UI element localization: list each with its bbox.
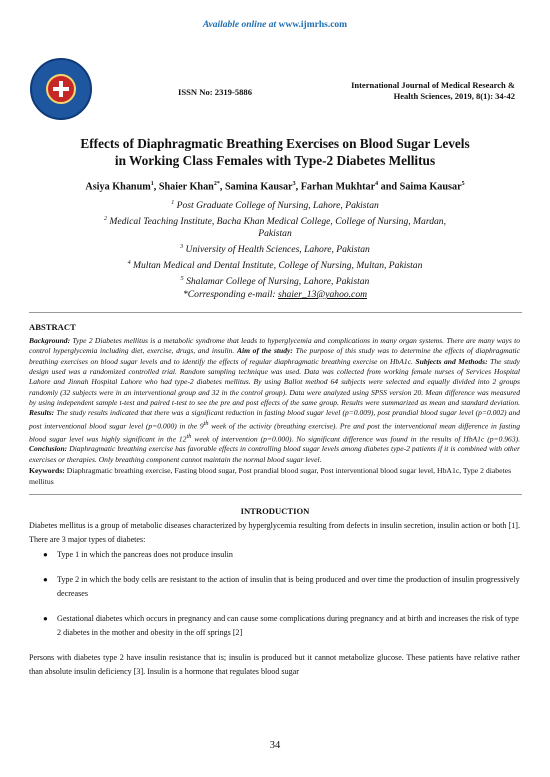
author-name: Asiya Khanum xyxy=(85,181,151,193)
abstract-body: The study results indicated that there was a significant reduction in fasting blood sugar level (p=0.009), post prandial blood sugar level (p=0.002) and post interventional blood sugar level (p=0.000) in the 9 xyxy=(29,408,520,431)
abstract-sup: th xyxy=(186,432,192,440)
intro-paragraph: Diabetes mellitus is a group of metabolic diseases characterized by hyperglycemia resulting from defects in insulin secretion, insulin action or both [1]. There are 3 major types of diabetes: xyxy=(29,521,520,545)
abstract-text xyxy=(29,336,520,465)
affiliation-text: Multan Medical and Dental Institute, College of Nursing, Multan, Pakistan xyxy=(133,260,423,272)
journal-name: International Journal of Medical Research & xyxy=(351,80,515,90)
list-item: Type 2 in which the body cells are resistant to the action of insulin that is being produced and over time the production of insulin progressively decreases xyxy=(57,575,520,599)
abstract-label: Subjects and Methods: xyxy=(415,356,488,366)
affiliation-text: Pakistan xyxy=(258,228,292,240)
abstract-label: Aim of the study: xyxy=(237,346,293,356)
affiliation xyxy=(0,241,550,256)
divider xyxy=(29,312,522,313)
author-list xyxy=(0,181,550,192)
affiliation-sup: 2 xyxy=(103,216,107,222)
author-sup: 4 xyxy=(375,181,379,187)
author-sep: , xyxy=(219,181,225,193)
affiliation-sup: 4 xyxy=(127,260,131,266)
paper-title-line-2: in Working Class Females with Type-2 Diabetes Mellitus xyxy=(114,152,436,168)
intro-paragraph: Persons with diabetes type 2 have insulin resistance that is; insulin is produced but it cannot metabolize glucose. These patients have relative rather than absolute insulin deficiency [3]. Insulin is a hormone that regulates blood sugar xyxy=(29,653,520,677)
author-sep: , xyxy=(295,181,301,193)
email-link[interactable]: shaier_13@yahoo.com xyxy=(278,289,368,300)
abstract-body: The purpose of this study was to determine the effects of diaphragmatic breathing exercises on blood sugar levels and to identify the effects of regular diaphragmatic breathing exercise on HbA1c. xyxy=(29,346,520,366)
author-sep: , xyxy=(153,181,159,193)
journal-volume: Health Sciences, 2019, 8(1): 34-42 xyxy=(393,90,515,101)
author-sup: 1 xyxy=(150,181,154,187)
affiliation-text: Post Graduate College of Nursing, Lahore, Pakistan xyxy=(176,200,379,212)
author-name: Saima Kausar xyxy=(399,181,462,193)
keywords xyxy=(29,466,520,487)
available-online-label: Available online at xyxy=(202,20,277,30)
journal-url-link[interactable]: www.ijmrhs.com xyxy=(278,20,348,30)
affiliation xyxy=(0,257,550,272)
affiliation-sup: 3 xyxy=(180,244,184,250)
section-heading-introduction: INTRODUCTION xyxy=(240,506,310,516)
affiliation-sup: 5 xyxy=(180,276,184,282)
keywords-label: Keywords: xyxy=(29,466,65,475)
author-sup: 2* xyxy=(213,181,220,187)
abstract-body: week of the activity (breathing exercise). Pre and post the interventional mean difference in fasting blood sugar level was highly significant in the 12 xyxy=(29,421,520,444)
list-item: Type 1 in which the pancreas does not produce insulin xyxy=(57,550,233,559)
author-name: Samina Kausar xyxy=(224,181,293,193)
logo-emblem-icon xyxy=(46,74,76,104)
abstract-label: Background: xyxy=(29,336,71,345)
keywords-text: Diaphragmatic breathing exercise, Fasting blood sugar, Post prandial blood sugar, Post interventional blood sugar level, HbA1c, Type 2 diabetes mellitus xyxy=(29,466,512,486)
abstract-body: The study design used was a randomized controlled trial. Random sampling technique was used. Data was collected from working female nurses of Services Hospital Lahore and Jinnah Hospital Lahore who had type-2 diabetes mellitus. By using Ballot method 64 subjects were selected and equally divided into 2 groups randomly (32 subjects were in an interventional group and 32 in the control group). Data were analyzed using SPSS version 20. Mean difference was measured by using independent sample t-test and paired t-test to see the pre and post effects of the same group. Results were summarized as mean and standard deviation. xyxy=(29,356,520,408)
author-sep: and xyxy=(378,181,400,193)
abstract-sup: th xyxy=(203,419,209,427)
author-sup: 5 xyxy=(461,181,465,187)
abstract-body: week of intervention (p=0.000). No significant difference was found in the results of HbA1c (p=0.963). xyxy=(191,434,520,444)
page-number: 34 xyxy=(269,740,281,751)
bullet-icon: ● xyxy=(43,575,48,584)
author-sup: 3 xyxy=(292,181,296,187)
abstract-label: Conclusion: xyxy=(29,444,68,454)
affiliation xyxy=(0,213,550,240)
author-name: Farhan Mukhtar xyxy=(300,181,376,193)
paper-title-line-1: Effects of Diaphragmatic Breathing Exercises on Blood Sugar Levels xyxy=(80,136,470,151)
list-item: Gestational diabetes which occurs in pregnancy and can cause some complications during pregnancy and at birth and increases the risk of type 2 diabetes in the mother and obesity in the off springs [2] xyxy=(57,614,519,638)
affiliation-text: University of Health Sciences, Lahore, Pakistan xyxy=(185,244,370,256)
corresponding-email xyxy=(0,289,550,301)
abstract-heading: ABSTRACT xyxy=(29,322,76,332)
affiliation-text: Shalamar College of Nursing, Lahore, Pakistan xyxy=(186,276,370,288)
author-name: Shaier Khan xyxy=(158,181,214,193)
corresponding-label: *Corresponding e-mail: xyxy=(182,289,276,300)
paper-title xyxy=(0,136,550,169)
abstract-body: Diaphragmatic breathing exercise has favorable effects in controlling blood sugar levels among diabetes type-2 patients if it is combined with other exercises or therapies. Only breathing component cannot maintain the normal blood sugar level. xyxy=(29,444,520,464)
journal-citation xyxy=(305,80,515,101)
affiliation xyxy=(0,197,550,212)
affiliation xyxy=(0,273,550,288)
divider xyxy=(29,494,522,495)
abstract-label: Results: xyxy=(29,408,55,418)
journal-website xyxy=(0,20,550,30)
bullet-icon: ● xyxy=(43,614,48,623)
abstract-body: Type 2 Diabetes mellitus is a metabolic syndrome that leads to hyperglycemia and complications in many organ systems. There are many ways to control hyperglycemia including diet, exercise, drugs, and insulin. xyxy=(29,336,520,356)
bullet-icon: ● xyxy=(43,550,48,559)
issn: ISSN No: 2319-5886 xyxy=(178,87,253,97)
affiliation-sup: 1 xyxy=(171,200,175,206)
journal-logo xyxy=(30,58,92,120)
affiliation-text: Medical Teaching Institute, Bacha Khan Medical College, College of Nursing, Mardan, xyxy=(109,216,447,228)
